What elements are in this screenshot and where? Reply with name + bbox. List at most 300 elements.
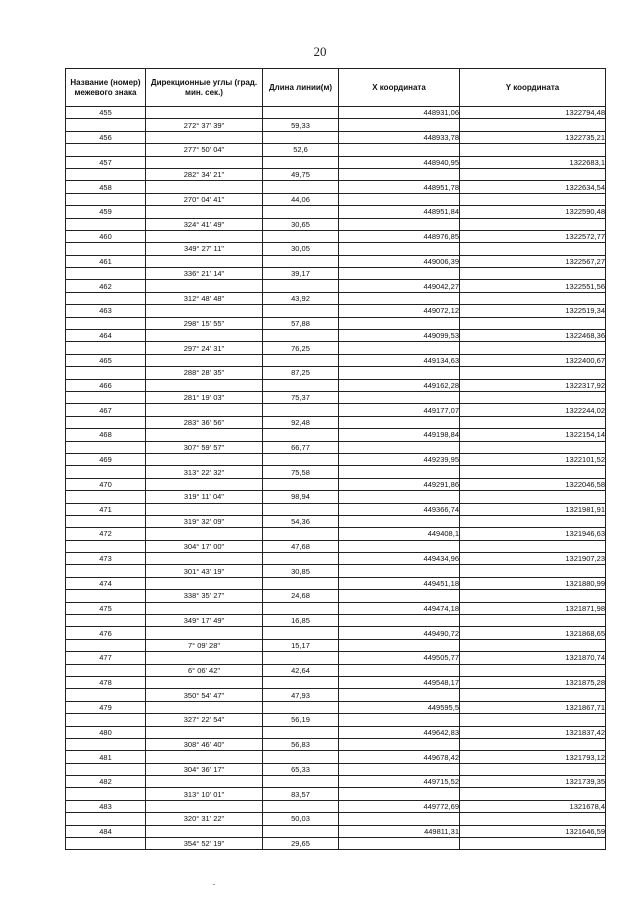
- empty-cell: [66, 838, 146, 850]
- x-coordinate: 449715,52: [339, 776, 460, 788]
- y-coordinate: 1322519,34: [460, 305, 606, 317]
- empty-cell: [339, 441, 460, 453]
- empty-cell: [66, 565, 146, 577]
- table-header-row: [66, 69, 606, 107]
- point-row: [66, 230, 606, 242]
- empty-cell: [263, 404, 339, 416]
- empty-cell: [66, 168, 146, 180]
- empty-cell: [339, 168, 460, 180]
- x-coordinate: 449548,17: [339, 676, 460, 688]
- line-length: 83,57: [263, 788, 339, 800]
- point-name: 458: [66, 181, 146, 193]
- segment-row: [66, 763, 606, 775]
- empty-cell: [460, 391, 606, 403]
- empty-cell: [339, 243, 460, 255]
- empty-cell: [66, 515, 146, 527]
- empty-cell: [146, 553, 263, 565]
- empty-cell: [339, 342, 460, 354]
- empty-cell: [460, 838, 606, 850]
- segment-row: [66, 391, 606, 403]
- point-name: 464: [66, 330, 146, 342]
- header-x: X координата: [339, 69, 460, 107]
- segment-row: [66, 367, 606, 379]
- direction-angle: 7° 09' 28": [146, 639, 263, 651]
- empty-cell: [460, 317, 606, 329]
- direction-angle: 304° 17' 00": [146, 540, 263, 552]
- empty-cell: [339, 639, 460, 651]
- empty-cell: [146, 107, 263, 119]
- empty-cell: [66, 367, 146, 379]
- empty-cell: [263, 503, 339, 515]
- empty-cell: [339, 763, 460, 775]
- segment-row: [66, 466, 606, 478]
- segment-row: [66, 292, 606, 304]
- x-coordinate: 449642,83: [339, 726, 460, 738]
- point-name: 465: [66, 354, 146, 366]
- direction-angle: 336° 21' 14": [146, 268, 263, 280]
- line-length: 56,83: [263, 738, 339, 750]
- point-row: [66, 330, 606, 342]
- direction-angle: 320° 31' 22": [146, 813, 263, 825]
- y-coordinate: 1321868,65: [460, 627, 606, 639]
- line-length: 49,75: [263, 168, 339, 180]
- empty-cell: [460, 144, 606, 156]
- empty-cell: [460, 590, 606, 602]
- y-coordinate: 1321739,35: [460, 776, 606, 788]
- table-body: [66, 107, 606, 850]
- empty-cell: [339, 218, 460, 230]
- y-coordinate: 1322468,36: [460, 330, 606, 342]
- y-coordinate: 1322794,48: [460, 107, 606, 119]
- x-coordinate: 449490,72: [339, 627, 460, 639]
- empty-cell: [339, 391, 460, 403]
- point-row: [66, 206, 606, 218]
- empty-cell: [66, 664, 146, 676]
- empty-cell: [146, 627, 263, 639]
- empty-cell: [263, 676, 339, 688]
- empty-cell: [146, 800, 263, 812]
- y-coordinate: 1321646,59: [460, 825, 606, 837]
- header-angle: Дирекционные углы (град. мин. сек.): [146, 69, 263, 107]
- point-row: [66, 429, 606, 441]
- header-y: Y координата: [460, 69, 606, 107]
- empty-cell: [66, 218, 146, 230]
- empty-cell: [66, 292, 146, 304]
- empty-cell: [460, 813, 606, 825]
- empty-cell: [146, 206, 263, 218]
- point-name: 473: [66, 553, 146, 565]
- empty-cell: [339, 268, 460, 280]
- y-coordinate: 1321875,28: [460, 676, 606, 688]
- point-row: [66, 602, 606, 614]
- empty-cell: [146, 676, 263, 688]
- y-coordinate: 1322567,27: [460, 255, 606, 267]
- segment-row: [66, 515, 606, 527]
- line-length: 43,92: [263, 292, 339, 304]
- point-row: [66, 652, 606, 664]
- empty-cell: [146, 701, 263, 713]
- direction-angle: 298° 15' 55": [146, 317, 263, 329]
- y-coordinate: 1321678,4: [460, 800, 606, 812]
- empty-cell: [146, 602, 263, 614]
- empty-cell: [146, 404, 263, 416]
- line-length: 54,36: [263, 515, 339, 527]
- line-length: 92,48: [263, 416, 339, 428]
- empty-cell: [263, 429, 339, 441]
- point-row: [66, 453, 606, 465]
- x-coordinate: 449177,07: [339, 404, 460, 416]
- empty-cell: [460, 416, 606, 428]
- line-length: 50,03: [263, 813, 339, 825]
- point-row: [66, 107, 606, 119]
- empty-cell: [263, 107, 339, 119]
- empty-cell: [460, 714, 606, 726]
- page-number: 20: [313, 44, 327, 59]
- point-name: 472: [66, 528, 146, 540]
- empty-cell: [263, 330, 339, 342]
- line-length: 30,65: [263, 218, 339, 230]
- direction-angle: 270° 04' 41": [146, 193, 263, 205]
- empty-cell: [66, 763, 146, 775]
- x-coordinate: 449408,1: [339, 528, 460, 540]
- y-coordinate: 1322735,21: [460, 131, 606, 143]
- y-coordinate: 1322154,14: [460, 429, 606, 441]
- line-length: 30,05: [263, 243, 339, 255]
- x-coordinate: 449505,77: [339, 652, 460, 664]
- point-row: [66, 181, 606, 193]
- line-length: 15,17: [263, 639, 339, 651]
- x-coordinate: 449772,69: [339, 800, 460, 812]
- segment-row: [66, 342, 606, 354]
- point-row: [66, 627, 606, 639]
- line-length: 98,94: [263, 491, 339, 503]
- empty-cell: [66, 342, 146, 354]
- point-row: [66, 379, 606, 391]
- point-name: 467: [66, 404, 146, 416]
- empty-cell: [146, 305, 263, 317]
- empty-cell: [263, 156, 339, 168]
- empty-cell: [263, 230, 339, 242]
- point-name: 471: [66, 503, 146, 515]
- direction-angle: 288° 28' 35": [146, 367, 263, 379]
- point-name: 479: [66, 701, 146, 713]
- empty-cell: [66, 268, 146, 280]
- direction-angle: 349° 17' 49": [146, 615, 263, 627]
- x-coordinate: 448976,85: [339, 230, 460, 242]
- point-name: 483: [66, 800, 146, 812]
- empty-cell: [146, 131, 263, 143]
- empty-cell: [460, 689, 606, 701]
- empty-cell: [460, 565, 606, 577]
- x-coordinate: 449595,5: [339, 701, 460, 713]
- point-row: [66, 553, 606, 565]
- segment-row: [66, 441, 606, 453]
- empty-cell: [263, 751, 339, 763]
- empty-cell: [66, 193, 146, 205]
- direction-angle: 282° 34' 21": [146, 168, 263, 180]
- empty-cell: [339, 466, 460, 478]
- x-coordinate: 449451,18: [339, 577, 460, 589]
- empty-cell: [460, 491, 606, 503]
- x-coordinate: 449366,74: [339, 503, 460, 515]
- empty-cell: [146, 726, 263, 738]
- empty-cell: [460, 738, 606, 750]
- x-coordinate: 449239,95: [339, 453, 460, 465]
- empty-cell: [146, 429, 263, 441]
- header-name: Название (номер) межевого знака: [66, 69, 146, 107]
- point-row: [66, 676, 606, 688]
- empty-cell: [339, 317, 460, 329]
- direction-angle: 304° 36' 17": [146, 763, 263, 775]
- x-coordinate: 449162,28: [339, 379, 460, 391]
- empty-cell: [66, 391, 146, 403]
- line-length: 75,58: [263, 466, 339, 478]
- empty-cell: [263, 627, 339, 639]
- line-length: 39,17: [263, 268, 339, 280]
- empty-cell: [460, 639, 606, 651]
- empty-cell: [66, 144, 146, 156]
- x-coordinate: 449099,53: [339, 330, 460, 342]
- empty-cell: [66, 813, 146, 825]
- point-row: [66, 131, 606, 143]
- segment-row: [66, 168, 606, 180]
- empty-cell: [339, 515, 460, 527]
- x-coordinate: 448951,78: [339, 181, 460, 193]
- x-coordinate: 448951,84: [339, 206, 460, 218]
- empty-cell: [339, 416, 460, 428]
- empty-cell: [263, 528, 339, 540]
- direction-angle: 319° 11' 04": [146, 491, 263, 503]
- segment-row: [66, 193, 606, 205]
- segment-row: [66, 639, 606, 651]
- x-coordinate: 449006,39: [339, 255, 460, 267]
- line-length: 59,33: [263, 119, 339, 131]
- x-coordinate: 449072,12: [339, 305, 460, 317]
- empty-cell: [66, 466, 146, 478]
- empty-cell: [66, 119, 146, 131]
- segment-row: [66, 218, 606, 230]
- empty-cell: [66, 416, 146, 428]
- y-coordinate: 1322317,92: [460, 379, 606, 391]
- empty-cell: [263, 726, 339, 738]
- empty-cell: [263, 280, 339, 292]
- line-length: 44,06: [263, 193, 339, 205]
- empty-cell: [339, 788, 460, 800]
- segment-row: [66, 540, 606, 552]
- empty-cell: [339, 714, 460, 726]
- line-length: 65,33: [263, 763, 339, 775]
- segment-row: [66, 664, 606, 676]
- point-name: 463: [66, 305, 146, 317]
- point-name: 476: [66, 627, 146, 639]
- header-length: Длина линии(м): [263, 69, 339, 107]
- direction-angle: 338° 35' 27": [146, 590, 263, 602]
- empty-cell: [339, 119, 460, 131]
- line-length: 75,37: [263, 391, 339, 403]
- empty-cell: [66, 714, 146, 726]
- direction-angle: 277° 50' 04": [146, 144, 263, 156]
- empty-cell: [460, 342, 606, 354]
- empty-cell: [146, 156, 263, 168]
- empty-cell: [263, 553, 339, 565]
- empty-cell: [339, 540, 460, 552]
- empty-cell: [339, 144, 460, 156]
- empty-cell: [339, 491, 460, 503]
- segment-row: [66, 838, 606, 850]
- point-name: 474: [66, 577, 146, 589]
- empty-cell: [339, 565, 460, 577]
- segment-row: [66, 738, 606, 750]
- line-length: 29,65: [263, 838, 339, 850]
- empty-cell: [146, 751, 263, 763]
- direction-angle: 312° 48' 48": [146, 292, 263, 304]
- empty-cell: [460, 763, 606, 775]
- point-row: [66, 800, 606, 812]
- segment-row: [66, 144, 606, 156]
- y-coordinate: 1322400,67: [460, 354, 606, 366]
- point-row: [66, 577, 606, 589]
- point-row: [66, 478, 606, 490]
- empty-cell: [460, 466, 606, 478]
- x-coordinate: 449198,84: [339, 429, 460, 441]
- direction-angle: 297° 24' 31": [146, 342, 263, 354]
- x-coordinate: 448940,95: [339, 156, 460, 168]
- empty-cell: [146, 577, 263, 589]
- scan-mark: [213, 884, 215, 885]
- x-coordinate: 449291,86: [339, 478, 460, 490]
- x-coordinate: 449134,63: [339, 354, 460, 366]
- empty-cell: [66, 689, 146, 701]
- point-row: [66, 751, 606, 763]
- x-coordinate: 449434,96: [339, 553, 460, 565]
- point-row: [66, 701, 606, 713]
- segment-row: [66, 491, 606, 503]
- segment-row: [66, 788, 606, 800]
- empty-cell: [66, 441, 146, 453]
- direction-angle: 6° 06' 42": [146, 664, 263, 676]
- direction-angle: 301° 43' 19": [146, 565, 263, 577]
- empty-cell: [263, 305, 339, 317]
- point-name: 469: [66, 453, 146, 465]
- direction-angle: 324° 41' 49": [146, 218, 263, 230]
- line-length: 76,25: [263, 342, 339, 354]
- point-name: 475: [66, 602, 146, 614]
- segment-row: [66, 714, 606, 726]
- empty-cell: [263, 652, 339, 664]
- point-row: [66, 305, 606, 317]
- empty-cell: [460, 441, 606, 453]
- empty-cell: [339, 615, 460, 627]
- y-coordinate: 1322101,52: [460, 453, 606, 465]
- point-row: [66, 528, 606, 540]
- direction-angle: 272° 37' 39": [146, 119, 263, 131]
- empty-cell: [339, 813, 460, 825]
- empty-cell: [460, 788, 606, 800]
- direction-angle: 313° 22' 32": [146, 466, 263, 478]
- direction-angle: 327° 22' 54": [146, 714, 263, 726]
- segment-row: [66, 689, 606, 701]
- empty-cell: [339, 292, 460, 304]
- point-name: 460: [66, 230, 146, 242]
- segment-row: [66, 243, 606, 255]
- segment-row: [66, 813, 606, 825]
- empty-cell: [146, 652, 263, 664]
- empty-cell: [66, 639, 146, 651]
- y-coordinate: 1322551,56: [460, 280, 606, 292]
- empty-cell: [66, 738, 146, 750]
- empty-cell: [339, 664, 460, 676]
- empty-cell: [460, 193, 606, 205]
- empty-cell: [66, 590, 146, 602]
- empty-cell: [263, 379, 339, 391]
- line-length: 66,77: [263, 441, 339, 453]
- empty-cell: [146, 528, 263, 540]
- line-length: 47,93: [263, 689, 339, 701]
- empty-cell: [460, 367, 606, 379]
- x-coordinate: 449678,42: [339, 751, 460, 763]
- empty-cell: [146, 181, 263, 193]
- empty-cell: [263, 577, 339, 589]
- line-length: 16,85: [263, 615, 339, 627]
- y-coordinate: 1321981,91: [460, 503, 606, 515]
- empty-cell: [66, 491, 146, 503]
- point-row: [66, 726, 606, 738]
- y-coordinate: 1321837,42: [460, 726, 606, 738]
- empty-cell: [460, 243, 606, 255]
- empty-cell: [263, 206, 339, 218]
- empty-cell: [146, 379, 263, 391]
- point-row: [66, 280, 606, 292]
- empty-cell: [263, 825, 339, 837]
- point-row: [66, 255, 606, 267]
- segment-row: [66, 590, 606, 602]
- empty-cell: [66, 317, 146, 329]
- y-coordinate: 1322590,48: [460, 206, 606, 218]
- direction-angle: 313° 10' 01": [146, 788, 263, 800]
- point-name: 481: [66, 751, 146, 763]
- empty-cell: [460, 119, 606, 131]
- x-coordinate: 448933,78: [339, 131, 460, 143]
- y-coordinate: 1322634,54: [460, 181, 606, 193]
- empty-cell: [146, 255, 263, 267]
- point-name: 462: [66, 280, 146, 292]
- direction-angle: 307° 59' 57": [146, 441, 263, 453]
- point-row: [66, 354, 606, 366]
- empty-cell: [263, 354, 339, 366]
- line-length: 47,68: [263, 540, 339, 552]
- direction-angle: 319° 32' 09": [146, 515, 263, 527]
- coordinates-table: [65, 68, 606, 850]
- segment-row: [66, 119, 606, 131]
- line-length: 87,25: [263, 367, 339, 379]
- direction-angle: 308° 46' 40": [146, 738, 263, 750]
- segment-row: [66, 416, 606, 428]
- y-coordinate: 1321870,74: [460, 652, 606, 664]
- empty-cell: [146, 354, 263, 366]
- y-coordinate: 1321946,63: [460, 528, 606, 540]
- point-name: 470: [66, 478, 146, 490]
- empty-cell: [460, 615, 606, 627]
- y-coordinate: 1322572,77: [460, 230, 606, 242]
- point-name: 456: [66, 131, 146, 143]
- empty-cell: [460, 515, 606, 527]
- segment-row: [66, 268, 606, 280]
- point-name: 468: [66, 429, 146, 441]
- x-coordinate: 449811,31: [339, 825, 460, 837]
- point-row: [66, 503, 606, 515]
- empty-cell: [460, 292, 606, 304]
- empty-cell: [339, 838, 460, 850]
